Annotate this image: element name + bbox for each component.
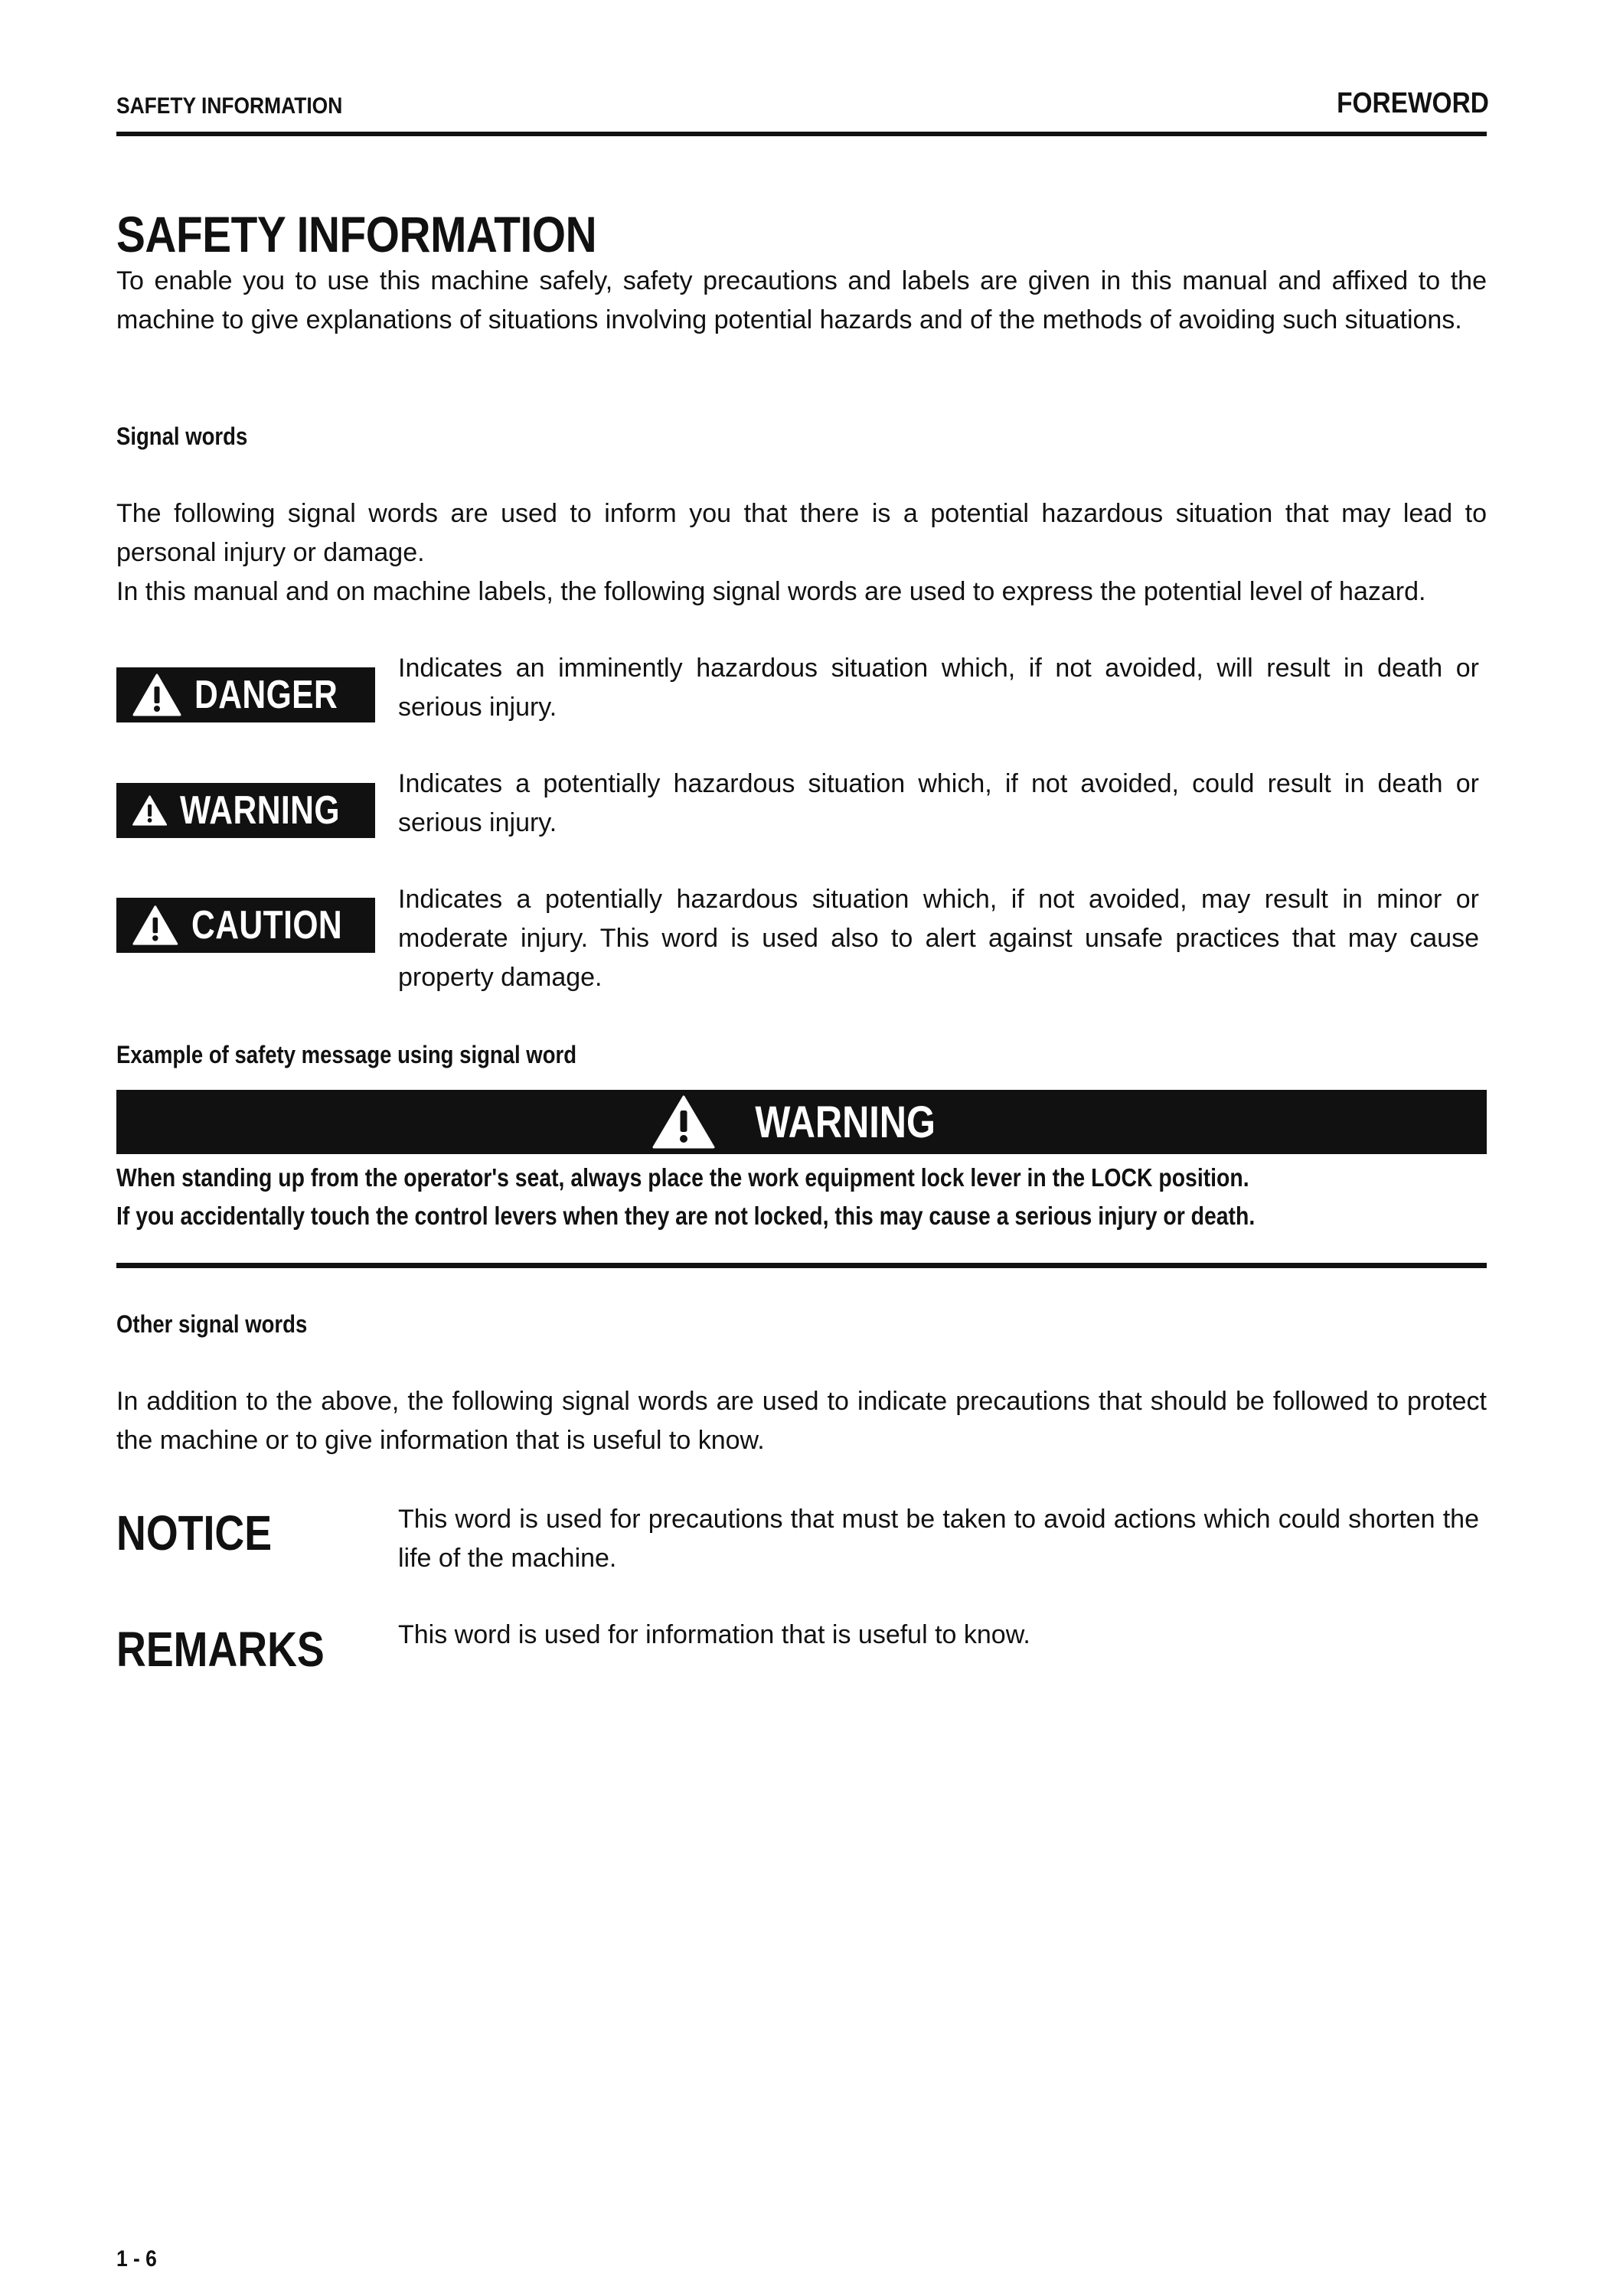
caution-description: Indicates a potentially hazardous situation which, if not avoided, may result in minor or moderate injury. This word is used also to alert against unsafe practices that may cause property damage.: [398, 885, 1479, 992]
header-section-title: SAFETY INFORMATION: [116, 93, 343, 119]
header-rule: [116, 132, 1487, 136]
intro-paragraph: To enable you to use this machine safely, safety precautions and labels are given in this manual and affixed to the machine to give explanations of situations involving potential hazards and of the methods of avoiding such situations.: [116, 266, 1487, 334]
page-title: SAFETY INFORMATION: [116, 206, 597, 263]
danger-description: Indicates an imminently hazardous situation which, if not avoided, will result in death or serious injury.: [398, 654, 1479, 722]
notice-description: This word is used for precautions that must be taken to avoid actions which could shorten the life of the machine.: [398, 1505, 1479, 1573]
caution-label-text: CAUTION: [191, 903, 342, 947]
remarks-label: REMARKS: [116, 1622, 325, 1677]
warning-triangle-icon: [651, 1094, 717, 1150]
signal-words-heading: Signal words: [116, 422, 248, 450]
signal-words-paragraph-1: The following signal words are used to inform you that there is a potential hazardous situation that may lead to personal injury or damage.: [116, 499, 1487, 567]
other-signal-words-paragraph: In addition to the above, the following signal words are used to indicate precautions that should be followed to protect the machine or to give information that is useful to know.: [116, 1387, 1487, 1455]
example-heading: Example of safety message using signal word: [116, 1041, 577, 1068]
remarks-description: This word is used for information that is useful to know.: [398, 1620, 1030, 1649]
example-rule: [116, 1263, 1487, 1268]
warning-label-text: WARNING: [180, 788, 341, 833]
example-warning-banner: [116, 1090, 1487, 1154]
other-signal-words-heading: Other signal words: [116, 1310, 308, 1338]
warning-label: [116, 783, 375, 838]
header-chapter-title: FOREWORD: [1337, 87, 1489, 119]
page-number: 1 - 6: [116, 2246, 157, 2272]
warning-triangle-icon: [132, 903, 179, 947]
signal-words-paragraph-2: In this manual and on machine labels, the following signal words are used to express the potential level of hazard.: [116, 577, 1426, 606]
danger-label: [116, 667, 375, 722]
example-banner-text: WARNING: [755, 1097, 936, 1147]
warning-description: Indicates a potentially hazardous situation which, if not avoided, could result in death or serious injury.: [398, 769, 1479, 837]
example-message-line-2: If you accidentally touch the control levers when they are not locked, this may cause a serious injury or death.: [116, 1202, 1256, 1230]
notice-label: NOTICE: [116, 1505, 273, 1561]
warning-triangle-icon: [132, 673, 182, 717]
caution-label: [116, 898, 375, 953]
warning-triangle-icon: [132, 788, 168, 833]
example-message-line-1: When standing up from the operator's seat, always place the work equipment lock lever in the LOCK position.: [116, 1163, 1249, 1192]
danger-label-text: DANGER: [194, 673, 338, 717]
